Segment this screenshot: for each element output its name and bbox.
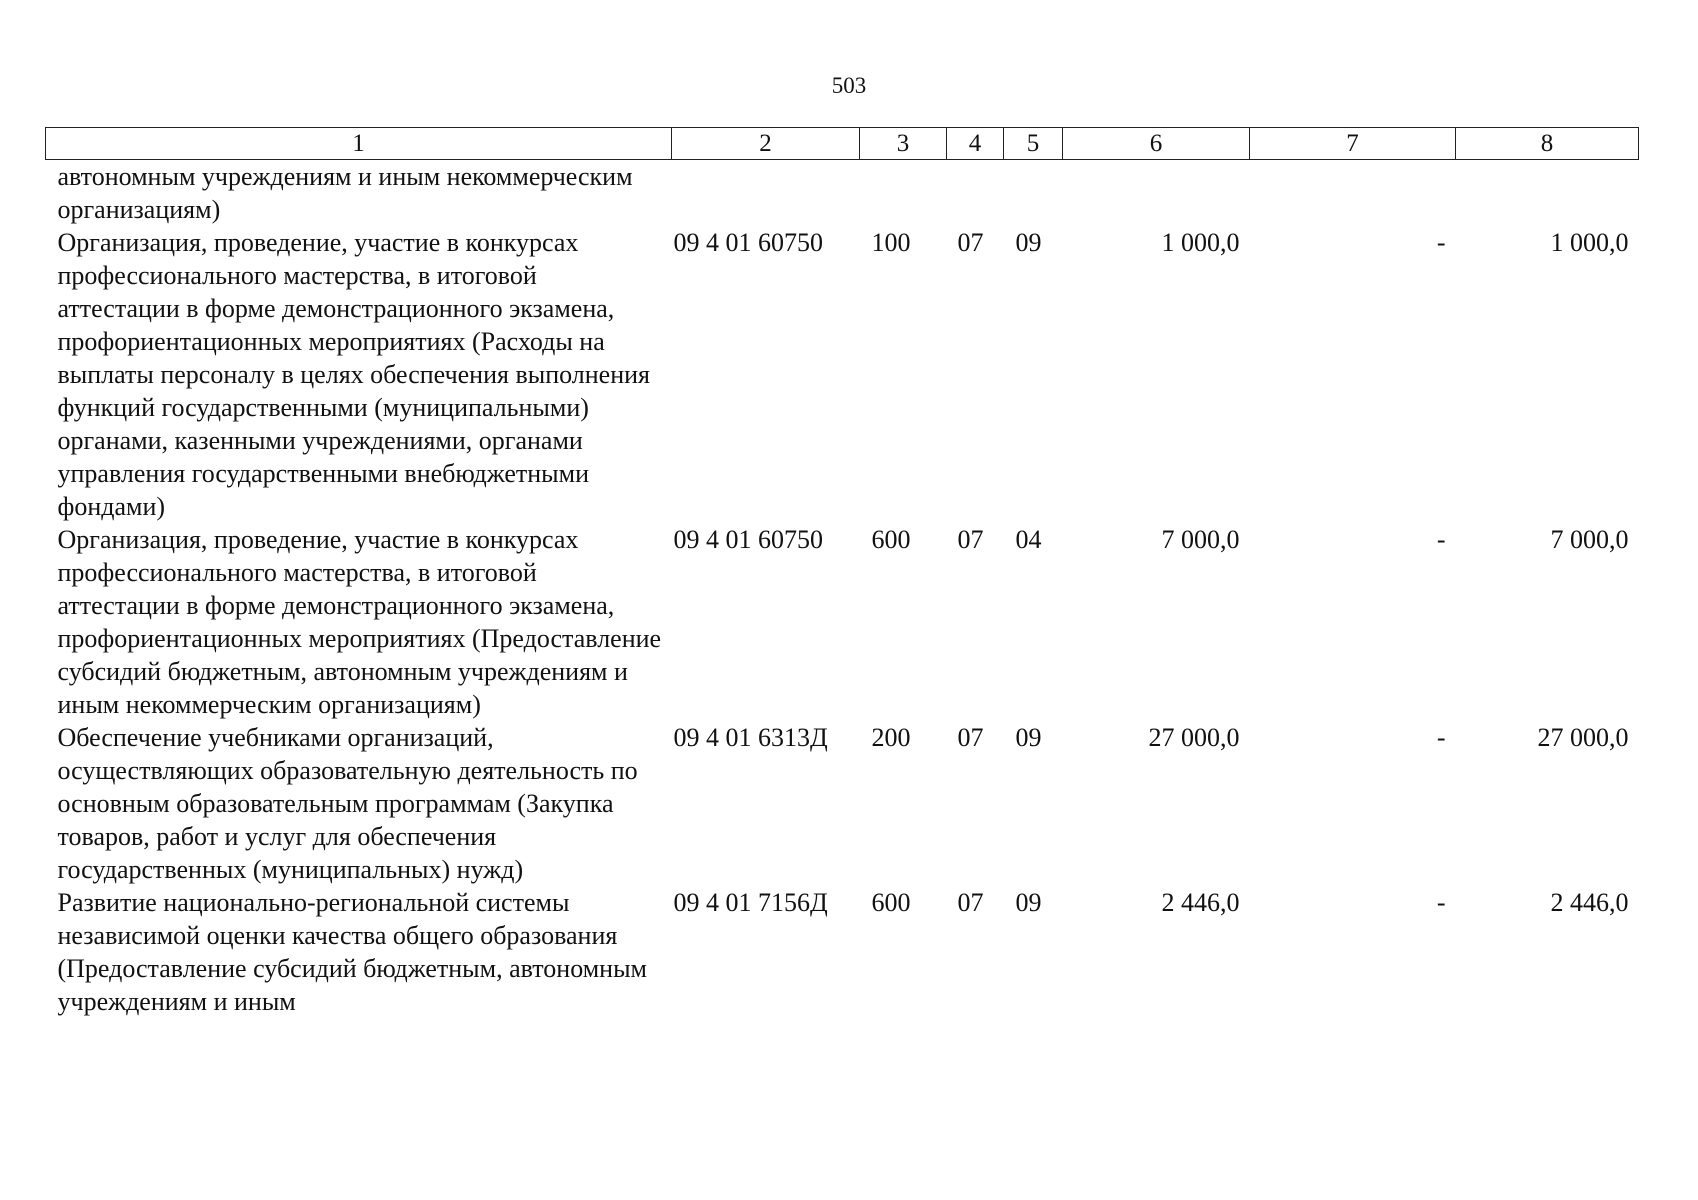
header-row xyxy=(46,128,1639,160)
row-expense-type: 100 xyxy=(871,228,911,257)
row-subsection: 09 xyxy=(1015,228,1042,257)
table-row xyxy=(46,226,1639,523)
column-header-6: 6 xyxy=(1063,128,1250,160)
row-amount-total: 7 000,0 xyxy=(1161,525,1240,554)
row-expense-type xyxy=(860,160,947,227)
row-amount-regional: 1 000,0 xyxy=(1550,228,1629,257)
column-header-4: 4 xyxy=(947,128,1004,160)
row-target-code xyxy=(672,160,860,227)
row-amount-total xyxy=(1063,160,1250,227)
table-row xyxy=(46,160,1639,227)
row-target-code: 09 4 01 7156Д xyxy=(673,888,828,917)
row-amount-federal: - xyxy=(1436,228,1446,257)
row-amount-total: 1 000,0 xyxy=(1161,228,1240,257)
row-section: 07 xyxy=(957,525,984,554)
row-amount-regional xyxy=(1456,160,1639,227)
budget-table xyxy=(45,127,1639,1018)
row-amount-federal xyxy=(1250,160,1456,227)
row-section: 07 xyxy=(957,228,984,257)
column-header-3: 3 xyxy=(860,128,947,160)
row-subsection xyxy=(1004,160,1063,227)
row-amount-regional: 27 000,0 xyxy=(1537,723,1629,752)
column-header-2: 2 xyxy=(672,128,860,160)
row-name: Организация, проведение, участие в конкурсах профессионального мастерства, в итоговой аттестации в форме демонстрационного экзамена, профориентационных мероприятиях (Расходы на выплаты персоналу в целях обеспечения выполнения функций государственными (муниципальными) органами, казенными учреждениями, органами управления государственными внебюджетными фондами) xyxy=(57,228,651,521)
row-name: Обеспечение учебниками организаций, осуществляющих образовательную деятельность по основным образовательным программам (Закупка товаров, работ и услуг для обеспечения государственных (муниципальных) нужд) xyxy=(57,723,638,884)
row-amount-total: 27 000,0 xyxy=(1148,723,1240,752)
column-header-8: 8 xyxy=(1456,128,1639,160)
row-section xyxy=(947,160,1004,227)
row-subsection: 04 xyxy=(1015,525,1042,554)
page-number: 503 xyxy=(831,73,867,98)
row-name: автономным учреждениям и иным некоммерческим организациям) xyxy=(57,162,633,224)
row-expense-type: 200 xyxy=(871,723,911,752)
row-target-code: 09 4 01 6313Д xyxy=(673,723,828,752)
column-header-5: 5 xyxy=(1004,128,1063,160)
row-expense-type: 600 xyxy=(871,525,911,554)
row-target-code: 09 4 01 60750 xyxy=(673,525,823,554)
row-amount-total: 2 446,0 xyxy=(1161,888,1240,917)
row-subsection: 09 xyxy=(1015,723,1042,752)
row-section: 07 xyxy=(957,723,984,752)
row-amount-regional: 2 446,0 xyxy=(1550,888,1629,917)
row-section: 07 xyxy=(957,888,984,917)
column-header-1: 1 xyxy=(46,128,672,160)
row-subsection: 09 xyxy=(1015,888,1042,917)
row-name: Организация, проведение, участие в конкурсах профессионального мастерства, в итоговой аттестации в форме демонстрационного экзамена, профориентационных мероприятиях (Предоставление субсидий бюджетным, автономным учреждениям и иным некоммерческим организациям) xyxy=(57,525,662,719)
row-target-code: 09 4 01 60750 xyxy=(673,228,823,257)
row-amount-regional: 7 000,0 xyxy=(1550,525,1629,554)
table-row xyxy=(46,886,1639,1018)
row-expense-type: 600 xyxy=(871,888,911,917)
table-row xyxy=(46,721,1639,886)
row-name: Развитие национально-региональной системы независимой оценки качества общего образования (Предоставление субсидий бюджетным, автономным учреждениям и иным xyxy=(57,888,647,1016)
column-header-7: 7 xyxy=(1250,128,1456,160)
row-amount-federal: - xyxy=(1436,525,1446,554)
row-amount-federal: - xyxy=(1436,723,1446,752)
table-row xyxy=(46,523,1639,721)
row-amount-federal: - xyxy=(1436,888,1446,917)
